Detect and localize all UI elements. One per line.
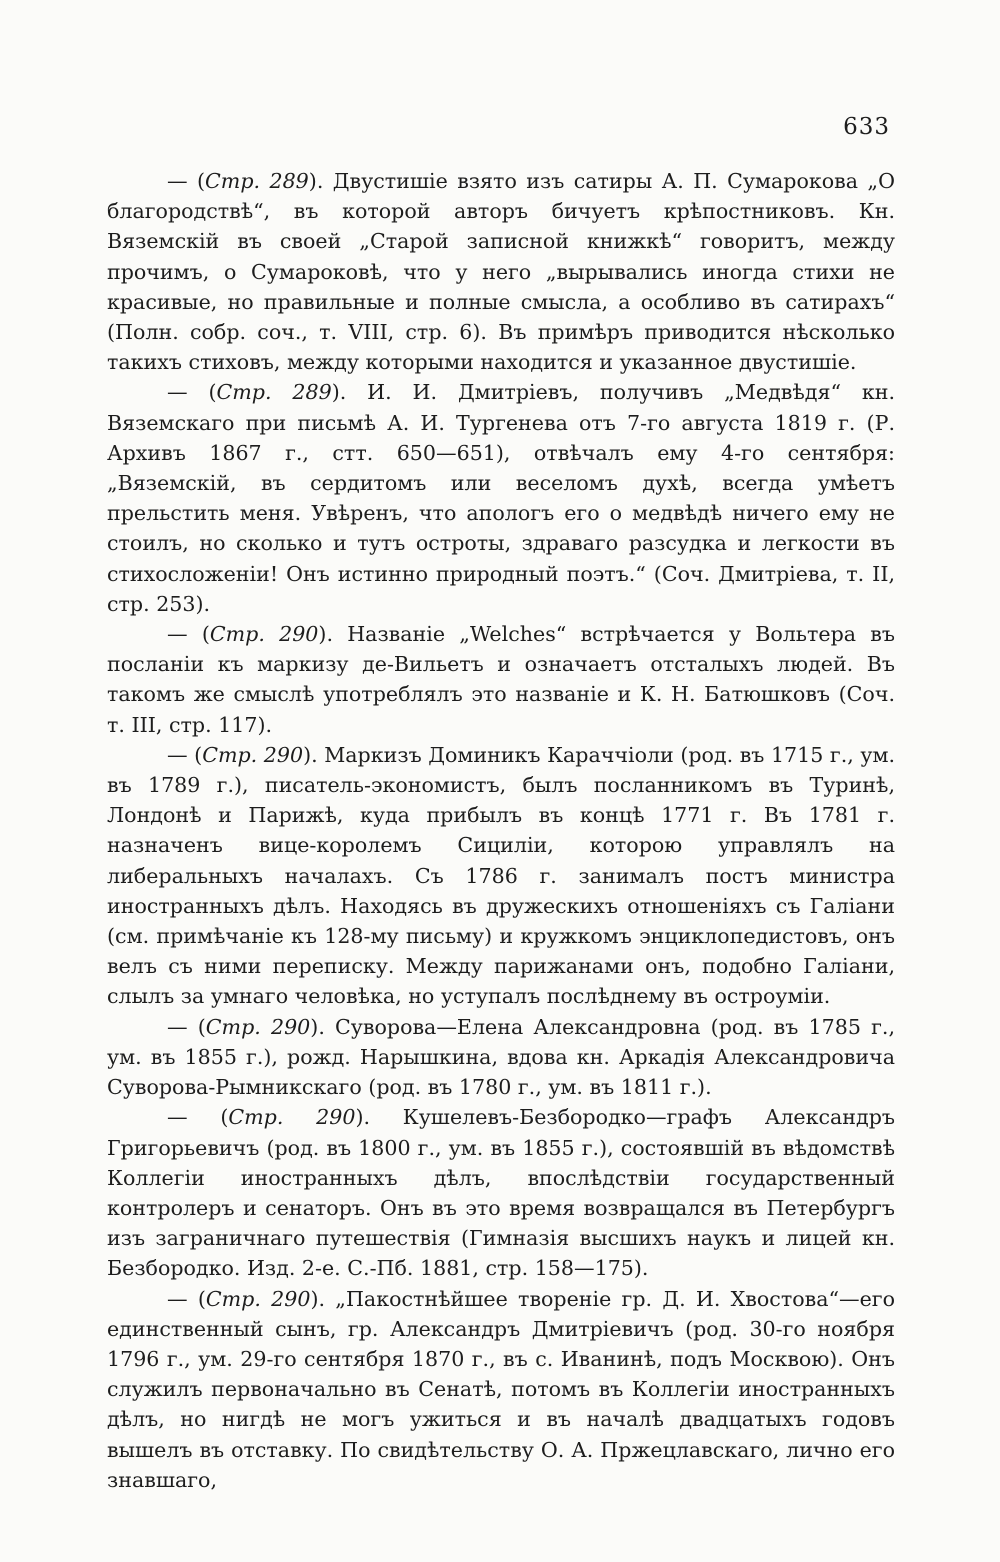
- note-dash: — (: [167, 1105, 229, 1130]
- note-dash: — (: [167, 622, 210, 647]
- note-text: ). „Пакостнѣйшее твореніе гр. Д. И. Хвостова“—его единственный сынъ, гр. Александръ Дмитріевичъ (род. 30-го ноября 1796 г., ум. 29-го сентября 1870 г., въ с. Иванинѣ, подъ Москвою). Онъ служилъ первоначально въ Сенатѣ, потомъ въ Коллегіи иностранныхъ дѣлъ, но нигдѣ не могъ ужиться и въ началѣ двадцатыхъ годовъ вышелъ въ отставку. По свидѣтельству О. А. Пржецлавскаго, лично его знавшаго,: [107, 1286, 895, 1492]
- note-paragraph: [107, 166, 895, 377]
- note-dash: — (: [167, 1014, 206, 1039]
- note-dash: — (: [167, 169, 206, 193]
- note-text: ). Маркизъ Доминикъ Караччіоли (род. въ 1715 г., ум. въ 1789 г.), писатель-экономистъ, былъ посланникомъ въ Туринѣ, Лондонѣ и Парижѣ, куда прибылъ въ концѣ 1771 г. Въ 1781 г. назначенъ вице-королемъ Сициліи, которою управлялъ на либеральныхъ началахъ. Съ 1786 г. занималъ постъ министра иностранныхъ дѣлъ. Находясь въ дружескихъ отношеніяхъ съ Галіани (см. примѣчаніе къ 128-му письму) и кружкомъ энциклопедистовъ, онъ велъ съ ними переписку. Между парижанами онъ, подобно Галіани, слылъ за умнаго человѣка, но уступалъ послѣднему въ остроуміи.: [107, 742, 896, 1009]
- note-paragraph: [107, 1284, 895, 1495]
- note-text: ). Двустишіе взято изъ сатиры А. П. Сумарокова „О благородствѣ“, въ которой авторъ бичуетъ крѣпостниковъ. Кн. Вяземскій въ своей „Старой записной книжкѣ“ говоритъ, между прочимъ, о Сумароковѣ, что у него „вырывались иногда стихи не красивые, но правильные и полные смысла, а особливо въ сатирахъ“ (Полн. собр. соч., т. VIII, стр. 6). Въ примѣръ приводится нѣсколько такихъ стиховъ, между которыми находится и указанное двустишіе.: [107, 169, 895, 375]
- note-paragraph: [107, 619, 895, 740]
- page-reference: Стр. 290: [202, 742, 304, 767]
- page-reference: Стр. 290: [228, 1105, 356, 1130]
- note-paragraph: [107, 1102, 895, 1283]
- note-text: ). Кушелевъ-Безбородко—графъ Александръ Григорьевичъ (род. въ 1800 г., ум. въ 1855 г.), состоявшій въ вѣдомствѣ Коллегіи иностранныхъ дѣлъ, впослѣдствіи государственный контролеръ и сенаторъ. Онъ въ это время возвращался въ Петербургъ изъ заграничнаго путешествія (Гимназія высшихъ наукъ и лицей кн. Безбородко. Изд. 2-е. С.-Пб. 1881, стр. 158—175).: [107, 1105, 895, 1281]
- page-number: 633: [843, 114, 890, 140]
- notes-body: [107, 166, 895, 1495]
- page-reference: Стр. 290: [205, 1286, 311, 1311]
- note-dash: — (: [167, 380, 217, 405]
- page-reference: Стр. 290: [209, 622, 319, 647]
- note-paragraph: [107, 1012, 895, 1103]
- page-reference: Стр. 289: [205, 169, 309, 193]
- page-reference: Стр. 290: [205, 1014, 311, 1039]
- note-text: ). Названіе „Welches“ встрѣчается у Вольтера въ посланіи къ маркизу де-Вильетъ и означаетъ отсталыхъ людей. Въ такомъ же смыслѣ употреблялъ это названіе и К. Н. Батюшковъ (Соч. т. III, стр. 117).: [107, 622, 895, 737]
- note-dash: — (: [167, 742, 203, 767]
- note-paragraph: [107, 377, 895, 619]
- note-text: ). И. И. Дмитріевъ, получивъ „Медвѣдя“ кн. Вяземскаго при письмѣ А. И. Тургенева отъ 7-го августа 1819 г. (Р. Архивъ 1867 г., стт. 650—651), отвѣчалъ ему 4-го сентября: „Вяземскій, въ сердитомъ или веселомъ духѣ, всегда умѣетъ прельстить меня. Увѣренъ, что апологъ его о медвѣдѣ ничего ему не стоилъ, но сколько и тутъ остроты, здраваго разсудка и легкости въ стихосложеніи! Онъ истинно природный поэтъ.“ (Соч. Дмитріева, т. II, стр. 253).: [107, 380, 895, 616]
- page-reference: Стр. 289: [216, 380, 332, 405]
- note-dash: — (: [167, 1286, 206, 1311]
- note-paragraph: [107, 740, 895, 1012]
- note-text: ). Суворова—Елена Александровна (род. въ 1785 г., ум. въ 1855 г.), рожд. Нарышкина, вдова кн. Аркадія Александровича Суворова-Рымникскаго (род. въ 1780 г., ум. въ 1811 г.).: [107, 1014, 895, 1100]
